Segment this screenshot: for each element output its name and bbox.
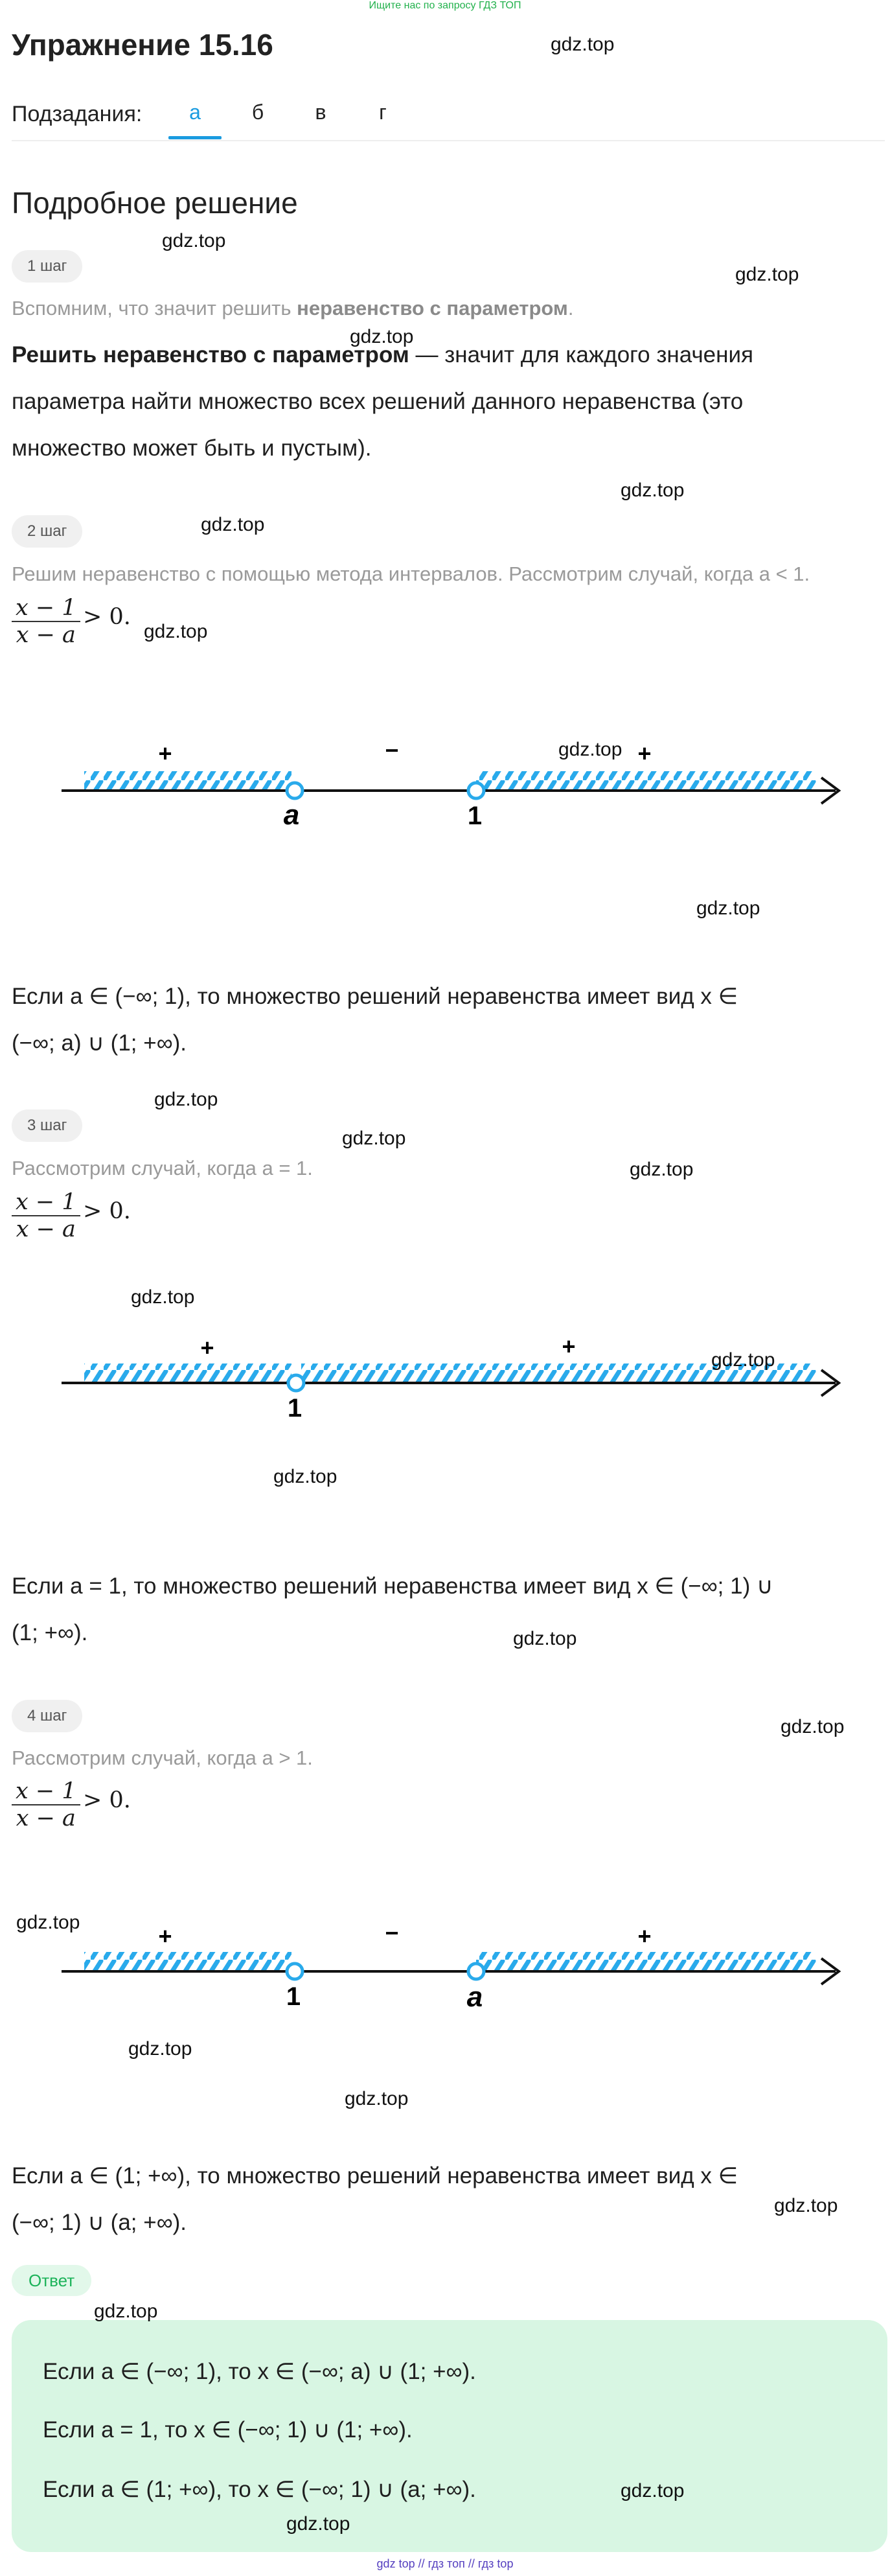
- tab-g[interactable]: г: [379, 100, 387, 124]
- point-open-1: [468, 783, 484, 798]
- number-line-step-4: [0, 1892, 890, 2022]
- watermark: gdz.top: [513, 1628, 577, 1649]
- tab-v[interactable]: в: [315, 100, 326, 124]
- hatch-left: [84, 1952, 291, 1970]
- section-title: Подробное решение: [12, 186, 298, 220]
- point-label-a: a: [283, 799, 300, 831]
- answer-line-3: Если a ∈ (1; +∞), то x ∈ (−∞; 1) ∪ (a; +∞).: [43, 2477, 476, 2502]
- sign-1: +: [200, 1334, 214, 1361]
- watermark: gdz.top: [16, 1912, 80, 1933]
- watermark: gdz.top: [621, 2480, 685, 2501]
- watermark: gdz.top: [201, 514, 265, 535]
- watermark: gdz.top: [696, 898, 760, 919]
- step-2-conclusion: Если a ∈ (−∞; 1), то множество решений неравенства имеет вид x ∈ (−∞; a) ∪ (1; +∞).: [12, 984, 738, 1056]
- step-badge-1: 1 шаг: [12, 250, 82, 283]
- point-open-a: [468, 1964, 484, 1979]
- sign-1: +: [158, 1923, 172, 1949]
- answer-line-1: Если a ∈ (−∞; 1), то x ∈ (−∞; a) ∪ (1; +∞).: [43, 2359, 476, 2384]
- watermark: gdz.top: [345, 2088, 409, 2109]
- search-hint-banner: Ищите нас по запросу ГДЗ ТОП: [369, 0, 521, 11]
- sign-2: −: [385, 1920, 399, 1946]
- sign-3: +: [637, 740, 652, 767]
- watermark: gdz.top: [781, 1716, 845, 1737]
- page-title: Упражнение 15.16: [12, 28, 273, 62]
- watermark: gdz.top: [621, 480, 685, 501]
- sign-2: −: [385, 737, 399, 763]
- step-4-lead: Рассмотрим случай, когда a > 1.: [12, 1746, 313, 1769]
- step-1-lead: Вспомним, что значит решить неравенство с параметром.: [12, 297, 574, 319]
- step-2-inequality: $\frac{x - 1}{x - a}$ > 0.: [12, 595, 131, 648]
- watermark: gdz.top: [774, 2195, 838, 2216]
- step-badge-2: 2 шаг: [12, 515, 82, 548]
- watermark: gdz.top: [273, 1466, 337, 1487]
- point-open-1: [287, 1964, 302, 1979]
- watermark: gdz.top: [128, 2038, 192, 2060]
- watermark: gdz.top: [286, 2513, 350, 2535]
- tab-a[interactable]: а: [189, 100, 201, 124]
- point-open-1: [288, 1375, 304, 1391]
- step-1-definition: Решить неравенство с параметром — значит для каждого значения параметра найти множество всех решений данного неравенства (это множество может быть и пустым).: [12, 342, 753, 461]
- step-4-inequality: $\frac{x - 1}{x - a}$ > 0.: [12, 1778, 131, 1831]
- watermark: gdz.top: [711, 1349, 775, 1371]
- step-3-lead: Рассмотрим случай, когда a = 1.: [12, 1157, 313, 1179]
- point-label-1: 1: [287, 1394, 302, 1422]
- watermark: gdz.top: [94, 2301, 158, 2322]
- step-badge-4: 4 шаг: [12, 1700, 82, 1732]
- step-badge-3: 3 шаг: [12, 1109, 82, 1142]
- number-line-step-2: [0, 713, 890, 855]
- sign-3: +: [637, 1923, 652, 1949]
- hatch-left: [84, 1363, 291, 1382]
- watermark: gdz.top: [342, 1128, 406, 1149]
- watermark: gdz.top: [144, 621, 208, 642]
- watermark: gdz.top: [735, 264, 799, 285]
- point-label-1: 1: [286, 1982, 301, 2011]
- watermark: gdz.top: [350, 326, 414, 347]
- sign-1: +: [158, 740, 172, 767]
- point-label-1: 1: [467, 802, 483, 830]
- watermark: gdz.top: [154, 1089, 218, 1110]
- hatch-left: [84, 771, 291, 789]
- answer-badge: Ответ: [12, 2265, 91, 2296]
- subtasks-label: Подзадания:: [12, 102, 143, 126]
- watermark: gdz.top: [558, 739, 622, 760]
- step-4-conclusion: Если a ∈ (1; +∞), то множество решений неравенства имеет вид x ∈ (−∞; 1) ∪ (a; +∞).: [12, 2163, 738, 2235]
- watermark: gdz.top: [131, 1286, 195, 1308]
- fraction: $\frac{x - 1}{x - a}$: [12, 1189, 80, 1242]
- tab-b[interactable]: б: [251, 100, 264, 124]
- point-open-a: [287, 783, 302, 798]
- sign-2: +: [562, 1333, 576, 1360]
- answer-line-2: Если a = 1, то x ∈ (−∞; 1) ∪ (1; +∞).: [43, 2417, 413, 2443]
- active-tab-indicator: [168, 136, 222, 139]
- step-3-inequality: $\frac{x - 1}{x - a}$ > 0.: [12, 1189, 131, 1242]
- step-3-conclusion: Если a = 1, то множество решений неравенства имеет вид x ∈ (−∞; 1) ∪ (1; +∞).: [12, 1573, 773, 1645]
- hatch-right: [476, 1952, 816, 1970]
- footer-links[interactable]: gdz top // гдз топ // гдз top: [376, 2557, 514, 2570]
- point-label-a: a: [466, 1981, 483, 2013]
- watermark: gdz.top: [630, 1159, 694, 1180]
- divider: [12, 140, 885, 141]
- watermark: gdz.top: [551, 34, 615, 55]
- fraction: $\frac{x - 1}{x - a}$: [12, 1778, 80, 1831]
- fraction: $\frac{x - 1}{x - a}$: [12, 595, 80, 648]
- hatch-right: [476, 771, 816, 789]
- step-2-lead: Решим неравенство с помощью метода интервалов. Рассмотрим случай, когда a < 1.: [12, 563, 810, 585]
- watermark: gdz.top: [162, 230, 226, 251]
